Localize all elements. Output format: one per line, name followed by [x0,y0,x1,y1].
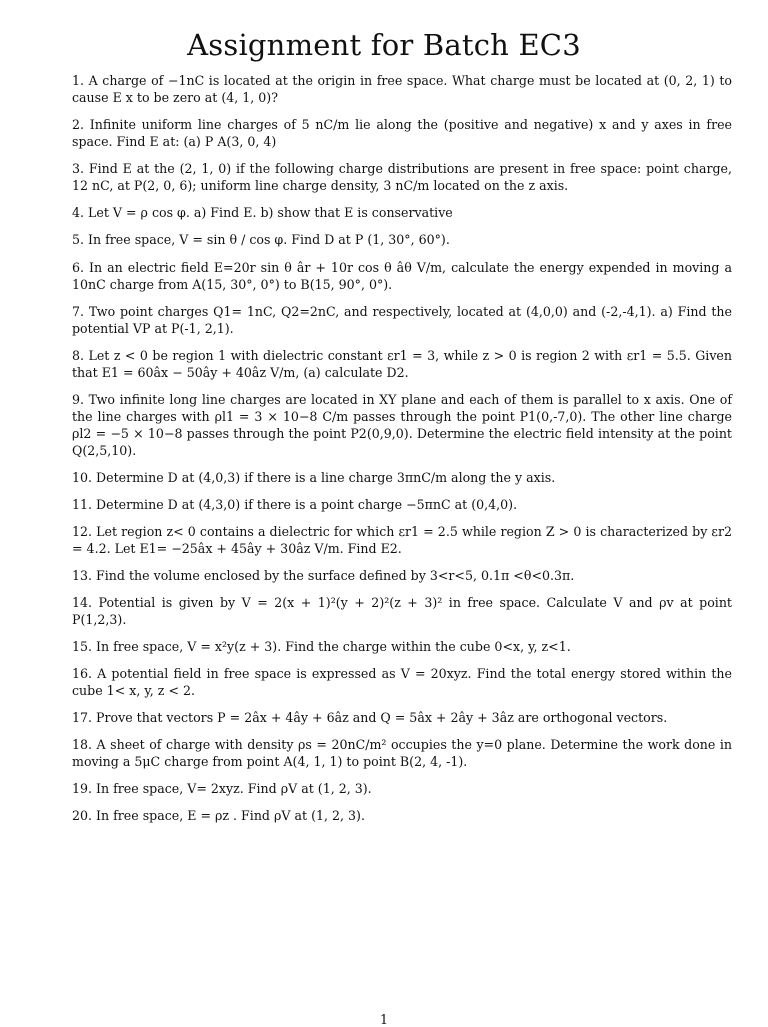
question-2: 2. Infinite uniform line charges of 5 nC/m lie along the (positive and negative) x and y axes in free space. Find E at: (a) P A(3, 0, 4) [72,117,732,149]
page-number: 1 [379,1012,388,1027]
question-18: 18. A sheet of charge with density ρs = 20nC/m² occupies the y=0 plane. Determine the work done in moving a 5μC charge from point A(4, 1, 1) to point B(2, 4, -1). [72,737,732,769]
question-6: 6. In an electric field E=20r sin θ âr + 10r cos θ âθ V/m, calculate the energy expended in moving a 10nC charge from A(15, 30°, 0°) to B(15, 90°, 0°). [72,260,732,292]
question-10: 10. Determine D at (4,0,3) if there is a line charge 3πnC/m along the y axis. [72,470,556,485]
question-4: 4. Let V = ρ cos φ. a) Find E. b) show that E is conservative [72,205,453,220]
question-19: 19. In free space, V= 2xyz. Find ρV at (1, 2, 3). [72,781,372,796]
question-3: 3. Find E at the (2, 1, 0) if the following charge distributions are present in free space: point charge, 12 nC, at P(2, 0, 6); uniform line charge density, 3 nC/m located on the z axis. [72,161,732,193]
question-14: 14. Potential is given by V = 2(x + 1)²(y + 2)²(z + 3)² in free space. Calculate V and ρv at point P(1,2,3). [72,595,732,627]
question-15: 15. In free space, V = x²y(z + 3). Find the charge within the cube 0<x, y, z<1. [72,639,571,654]
question-8: 8. Let z < 0 be region 1 with dielectric constant εr1 = 3, while z > 0 is region 2 with εr1 = 5.5. Given that E1 = 60âx − 50ây + 40âz V/m, (a) calculate D2. [72,348,732,380]
question-11: 11. Determine D at (4,3,0) if there is a point charge −5πnC at (0,4,0). [72,497,518,512]
question-7: 7. Two point charges Q1= 1nC, Q2=2nC, and respectively, located at (4,0,0) and (-2,-4,1). a) Find the potential VP at P(-1, 2,1). [72,304,732,336]
question-5: 5. In free space, V = sin θ / cos φ. Find D at P (1, 30°, 60°). [72,232,450,247]
question-list [72,72,732,834]
question-13: 13. Find the volume enclosed by the surface defined by 3<r<5, 0.1π <θ<0.3π. [72,568,575,583]
question-12: 12. Let region z< 0 contains a dielectric for which εr1 = 2.5 while region Z > 0 is characterized by εr2 = 4.2. Let E1= −25âx + 45ây + 30âz V/m. Find E2. [72,524,732,556]
question-17: 17. Prove that vectors P = 2âx + 4ây + 6âz and Q = 5âx + 2ây + 3âz are orthogonal vectors. [72,710,668,725]
question-9: 9. Two infinite long line charges are located in XY plane and each of them is parallel to x axis. One of the line charges with ρl1 = 3 × 10−8 C/m passes through the point P1(0,-7,0). The other line charge ρl2 = −5 × 10−8 passes through the point P2(0,9,0). Determine the electric field intensity at the point Q(2,5,10). [72,392,732,458]
page-title: Assignment for Batch EC3 [187,28,581,62]
question-20: 20. In free space, E = ρz . Find ρV at (1, 2, 3). [72,808,365,823]
question-1: 1. A charge of −1nC is located at the origin in free space. What charge must be located at (0, 2, 1) to cause E x to be zero at (4, 1, 0)? [72,73,732,105]
question-16: 16. A potential field in free space is expressed as V = 20xyz. Find the total energy stored within the cube 1< x, y, z < 2. [72,666,732,698]
